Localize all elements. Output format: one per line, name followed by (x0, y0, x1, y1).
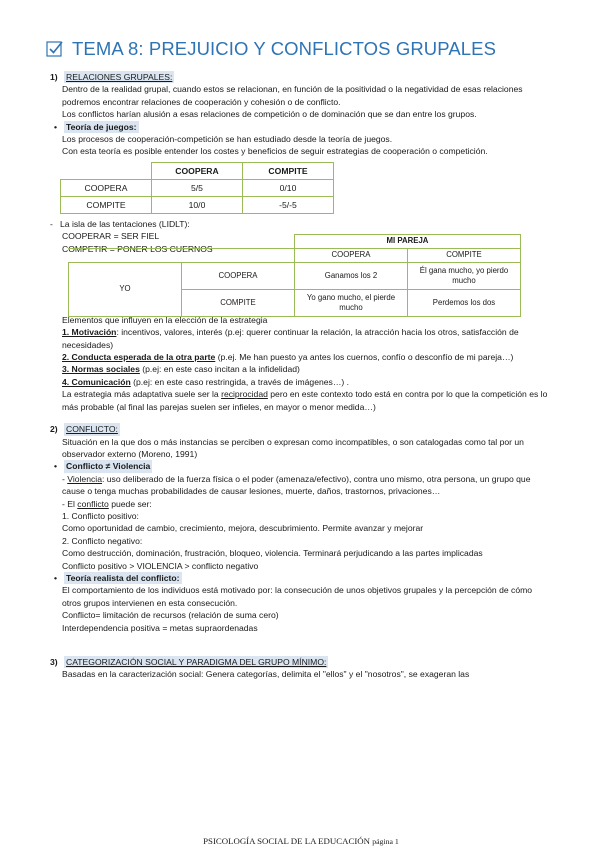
paragraph: Interdependencia positiva = metas supraordenadas (62, 622, 258, 633)
bullet-title: Teoría realista del conflicto: (66, 572, 180, 583)
table-cell: Él gana mucho, yo pierdo mucho (408, 262, 521, 289)
section-1-body (50, 83, 550, 120)
table-cell-empty (69, 234, 295, 248)
factor-label: 3. Normas sociales (62, 364, 140, 375)
bullet-icon: • (54, 461, 58, 472)
table-cell: 0/10 (243, 179, 334, 196)
page-footer (0, 836, 602, 846)
paragraph: 1. Conflicto positivo: (62, 510, 139, 521)
factor-label: 1. Motivación (62, 327, 117, 338)
lidlt-table (68, 234, 521, 317)
section-title: CATEGORIZACIÓN SOCIAL Y PARADIGMA DEL GRUPO MÍNIMO: (66, 657, 327, 667)
bullet-icon: • (54, 572, 58, 583)
factors-block (50, 314, 550, 413)
text: La estrategia más adaptativa suele ser la (62, 389, 222, 400)
term: Violencia (67, 473, 102, 484)
table-cell-empty (61, 162, 152, 179)
bullet-item (50, 121, 550, 133)
section-title-colon: : (115, 424, 118, 435)
section-3-body (50, 668, 550, 680)
factor-text: (p.ej: en este caso incitan a la infidelidad) (139, 364, 300, 375)
bullet-item (50, 460, 550, 472)
table-cell: -5/-5 (243, 196, 334, 213)
paragraph: Como oportunidad de cambio, crecimiento, mejora, descubrimiento. Permite avanzar y mejorar (62, 523, 424, 534)
section-2-body (50, 436, 550, 461)
section-title-text: CONFLICTO (66, 424, 116, 435)
paragraph: Los conflictos harían alusión a esas relaciones de competición o de dominación que se dan entre los grupos. (62, 109, 477, 120)
bullet-body (50, 133, 550, 158)
table-header: COOPERA (152, 162, 243, 179)
factor-text: : incentivos, valores, interés (p.ej: querer continuar la relación, la atracción hacia los otros, satisfacción de necesidades) (62, 327, 519, 350)
table-row-label: COMPITE (61, 196, 152, 213)
factor-text: (p.ej: en este caso restringida, a través de imágenes…) . (130, 376, 350, 387)
bullet-title: Conflicto ≠ Violencia (66, 461, 151, 472)
bullet-item (50, 572, 550, 584)
page-number: página 1 (372, 837, 399, 846)
bullet-icon: • (54, 121, 58, 132)
section-3-heading (50, 656, 550, 668)
paragraph: Conflicto positivo > VIOLENCIA > conflicto negativo (62, 560, 259, 571)
table-header: COMPITE (243, 162, 334, 179)
paragraph: Situación en la que dos o más instancias se perciben o expresan como incompatibles, o son catalogadas como tal por un observador externo (Moreno, 1991) (62, 436, 524, 459)
paragraph: - Violencia: uso deliberado de la fuerza física o el poder (amenaza/efectivo), contra uno mismo, otra persona, un grupo que cause o tenga muchas probabilidades de causar lesiones, muerte, daños, trastornos, privaciones… (62, 473, 531, 497)
payoff-table (60, 162, 334, 214)
factor-item (62, 363, 550, 375)
document-content (50, 71, 550, 681)
table-header: MI PAREJA (295, 234, 521, 248)
paragraph (62, 388, 550, 413)
paragraph: 2. Conflicto negativo: (62, 535, 143, 546)
footer-text: PSICOLOGÍA SOCIAL DE LA EDUCACIÓN (203, 836, 373, 846)
paragraph: Con esta teoría es posible entender los costes y beneficios de seguir estrategias de cooperación o competición. (62, 146, 488, 157)
lidlt-block (50, 218, 550, 310)
table-row-label: COMPITE (182, 289, 295, 316)
table-row-label: YO (69, 262, 182, 316)
factor-item (62, 376, 550, 388)
lidlt-intro: - La isla de las tentaciones (LIDLT): (50, 218, 190, 229)
factor-label: 4. Comunicación (62, 376, 131, 387)
table-header: COOPERA (295, 248, 408, 262)
table-header: COMPITE (408, 248, 521, 262)
section-1-heading (50, 71, 550, 83)
bullet-body (50, 473, 550, 572)
table-row-label: COOPERA (182, 262, 295, 289)
bullet-title: Teoría de juegos: (66, 121, 137, 132)
table-cell: 5/5 (152, 179, 243, 196)
factor-label: 2. Conducta esperada de la otra parte (62, 352, 216, 363)
section-title (64, 423, 120, 435)
table-cell-empty (69, 248, 295, 262)
paragraph: Los procesos de cooperación-competición se han estudiado desde la teoría de juegos. (62, 134, 393, 145)
paragraph: El comportamiento de los individuos está motivado por: la consecución de unos objetivos grupales y la percepción de cómo otros grupos intervienen en esta consecución. (62, 585, 533, 608)
text: pero en este contexto todo está en contra por lo que la competición es lo más probable (al final las parejas suelen ser infieles, en mayor o menor medida…) (62, 389, 548, 412)
bullet-body (50, 584, 550, 634)
term: conflicto (77, 498, 109, 509)
table-cell: Yo gano mucho, el pierde mucho (295, 289, 408, 316)
section-title: RELACIONES GRUPALES: (66, 72, 173, 82)
lidlt-line: COMPETIR = PONER LOS CUERNOS (62, 243, 213, 254)
table-cell: Ganamos los 2 (295, 262, 408, 289)
section-number: 2) (50, 424, 58, 435)
text: puede ser: (108, 498, 152, 509)
paragraph: Como destrucción, dominación, frustración, bloqueo, violencia. Terminará perjudicando a las partes implicadas (62, 548, 483, 559)
text: : uso deliberado de la fuerza física o el poder (amenaza/efectivo), contra uno mismo, otra persona, un grupo que cause o tenga muchas probabilidades de causar lesiones, muerte, daños, trastornos, privaciones… (62, 473, 531, 497)
lidlt-intro-text: La isla de las tentaciones (LIDLT): (60, 218, 190, 229)
section-number: 1) (50, 72, 58, 82)
paragraph: Dentro de la realidad grupal, cuando estos se relacionan, en función de la positividad o la negatividad de esas relaciones podremos encontrar relaciones de cooperación y cohesión o de conflicto. (62, 84, 523, 107)
paragraph: Conflicto= limitación de recursos (relación de suma cero) (62, 610, 279, 621)
paragraph: Basadas en la caracterización social: Genera categorías, delimita el "ellos" y el "nosotros", se exageran las (62, 669, 470, 680)
section-number: 3) (50, 657, 58, 667)
table-cell: Perdemos los dos (408, 289, 521, 316)
table-row-label: COOPERA (61, 179, 152, 196)
paragraph: Elementos que influyen en la elección de la estrategia (62, 314, 268, 325)
section-2-heading (50, 423, 550, 435)
factor-text: (p.ej. Me han puesto ya antes los cuernos, confío o desconfío de mi pareja…) (215, 352, 514, 363)
checkbox-checked-icon (46, 40, 64, 58)
lidlt-line: COOPERAR = SER FIEL (62, 231, 160, 242)
title-row (46, 38, 496, 60)
text: reciprocidad (221, 389, 268, 400)
factor-item (62, 351, 550, 363)
page-title: TEMA 8: PREJUICIO Y CONFLICTOS GRUPALES (72, 38, 497, 59)
factor-item (62, 326, 550, 351)
table-cell: 10/0 (152, 196, 243, 213)
text: - El (62, 498, 78, 509)
paragraph (62, 498, 550, 510)
